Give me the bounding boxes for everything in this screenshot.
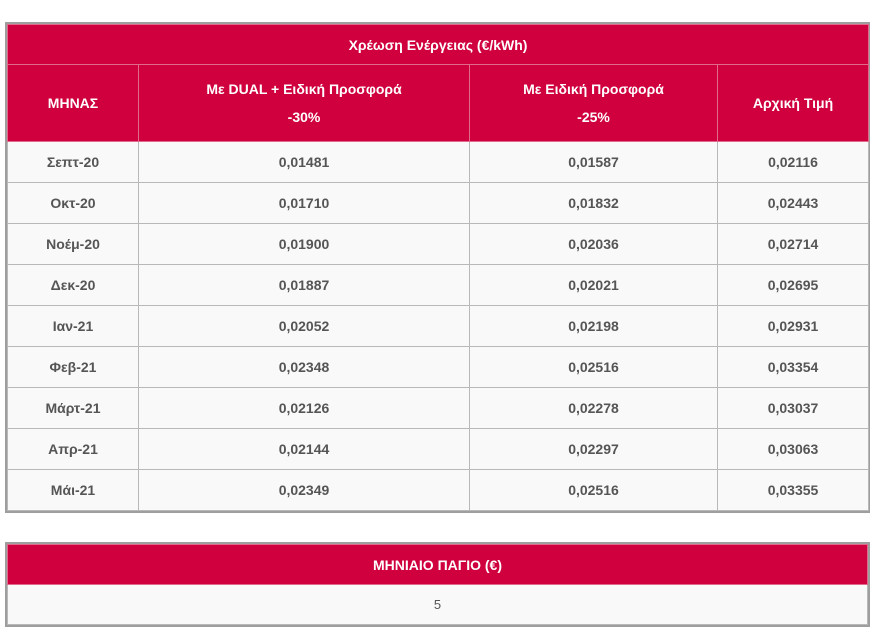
column-header-special-offer bbox=[470, 65, 718, 142]
table-row bbox=[8, 183, 869, 224]
monthly-fee-value: 5 bbox=[8, 585, 868, 625]
offer-price-cell: 0,02021 bbox=[470, 265, 718, 306]
energy-charge-table bbox=[7, 24, 869, 511]
offer-price-cell: 0,02278 bbox=[470, 388, 718, 429]
month-cell: Ιαν-21 bbox=[8, 306, 139, 347]
fee-value-row bbox=[8, 585, 868, 625]
base-price-cell: 0,03037 bbox=[718, 388, 869, 429]
base-price-cell: 0,03354 bbox=[718, 347, 869, 388]
column-header-base-price: Αρχική Τιμή bbox=[718, 65, 869, 142]
offer-price-cell: 0,02297 bbox=[470, 429, 718, 470]
month-cell: Απρ-21 bbox=[8, 429, 139, 470]
month-cell: Φεβ-21 bbox=[8, 347, 139, 388]
month-cell: Οκτ-20 bbox=[8, 183, 139, 224]
monthly-fee-title: ΜΗΝΙΑΙΟ ΠΑΓΙΟ (€) bbox=[8, 545, 868, 585]
offer-price-cell: 0,02036 bbox=[470, 224, 718, 265]
base-price-cell: 0,03063 bbox=[718, 429, 869, 470]
dual-offer-discount: -30% bbox=[287, 109, 321, 125]
dual-offer-label: Με DUAL + Ειδική Προσφορά bbox=[206, 81, 402, 97]
monthly-fee-table bbox=[7, 544, 868, 625]
table-row bbox=[8, 429, 869, 470]
base-price-cell: 0,02714 bbox=[718, 224, 869, 265]
dual-price-cell: 0,02126 bbox=[139, 388, 470, 429]
dual-price-cell: 0,01900 bbox=[139, 224, 470, 265]
dual-price-cell: 0,02348 bbox=[139, 347, 470, 388]
offer-price-cell: 0,01587 bbox=[470, 142, 718, 183]
base-price-cell: 0,02116 bbox=[718, 142, 869, 183]
base-price-cell: 0,02443 bbox=[718, 183, 869, 224]
table-row bbox=[8, 347, 869, 388]
dual-price-cell: 0,01481 bbox=[139, 142, 470, 183]
month-cell: Μάρτ-21 bbox=[8, 388, 139, 429]
table-row bbox=[8, 142, 869, 183]
dual-price-cell: 0,01710 bbox=[139, 183, 470, 224]
table-row bbox=[8, 306, 869, 347]
column-header-month: ΜΗΝΑΣ bbox=[8, 65, 139, 142]
base-price-cell: 0,03355 bbox=[718, 470, 869, 511]
fee-title-row bbox=[8, 545, 868, 585]
offer-price-cell: 0,02516 bbox=[470, 470, 718, 511]
month-cell: Σεπτ-20 bbox=[8, 142, 139, 183]
energy-table-title: Χρέωση Ενέργειας (€/kWh) bbox=[8, 25, 869, 65]
dual-price-cell: 0,01887 bbox=[139, 265, 470, 306]
offer-price-cell: 0,02198 bbox=[470, 306, 718, 347]
month-cell: Νοέμ-20 bbox=[8, 224, 139, 265]
table-row bbox=[8, 224, 869, 265]
special-offer-discount: -25% bbox=[577, 109, 610, 125]
special-offer-label: Με Ειδική Προσφορά bbox=[523, 81, 664, 97]
monthly-fee-table-container bbox=[5, 542, 870, 627]
offer-price-cell: 0,01832 bbox=[470, 183, 718, 224]
month-cell: Δεκ-20 bbox=[8, 265, 139, 306]
column-header-row bbox=[8, 65, 869, 142]
table-row bbox=[8, 470, 869, 511]
column-header-dual-offer bbox=[139, 65, 470, 142]
month-cell: Μάι-21 bbox=[8, 470, 139, 511]
energy-charge-table-container bbox=[5, 22, 870, 513]
base-price-cell: 0,02695 bbox=[718, 265, 869, 306]
table-row bbox=[8, 265, 869, 306]
dual-price-cell: 0,02349 bbox=[139, 470, 470, 511]
table-row bbox=[8, 388, 869, 429]
offer-price-cell: 0,02516 bbox=[470, 347, 718, 388]
table-title-row bbox=[8, 25, 869, 65]
dual-price-cell: 0,02052 bbox=[139, 306, 470, 347]
base-price-cell: 0,02931 bbox=[718, 306, 869, 347]
dual-price-cell: 0,02144 bbox=[139, 429, 470, 470]
